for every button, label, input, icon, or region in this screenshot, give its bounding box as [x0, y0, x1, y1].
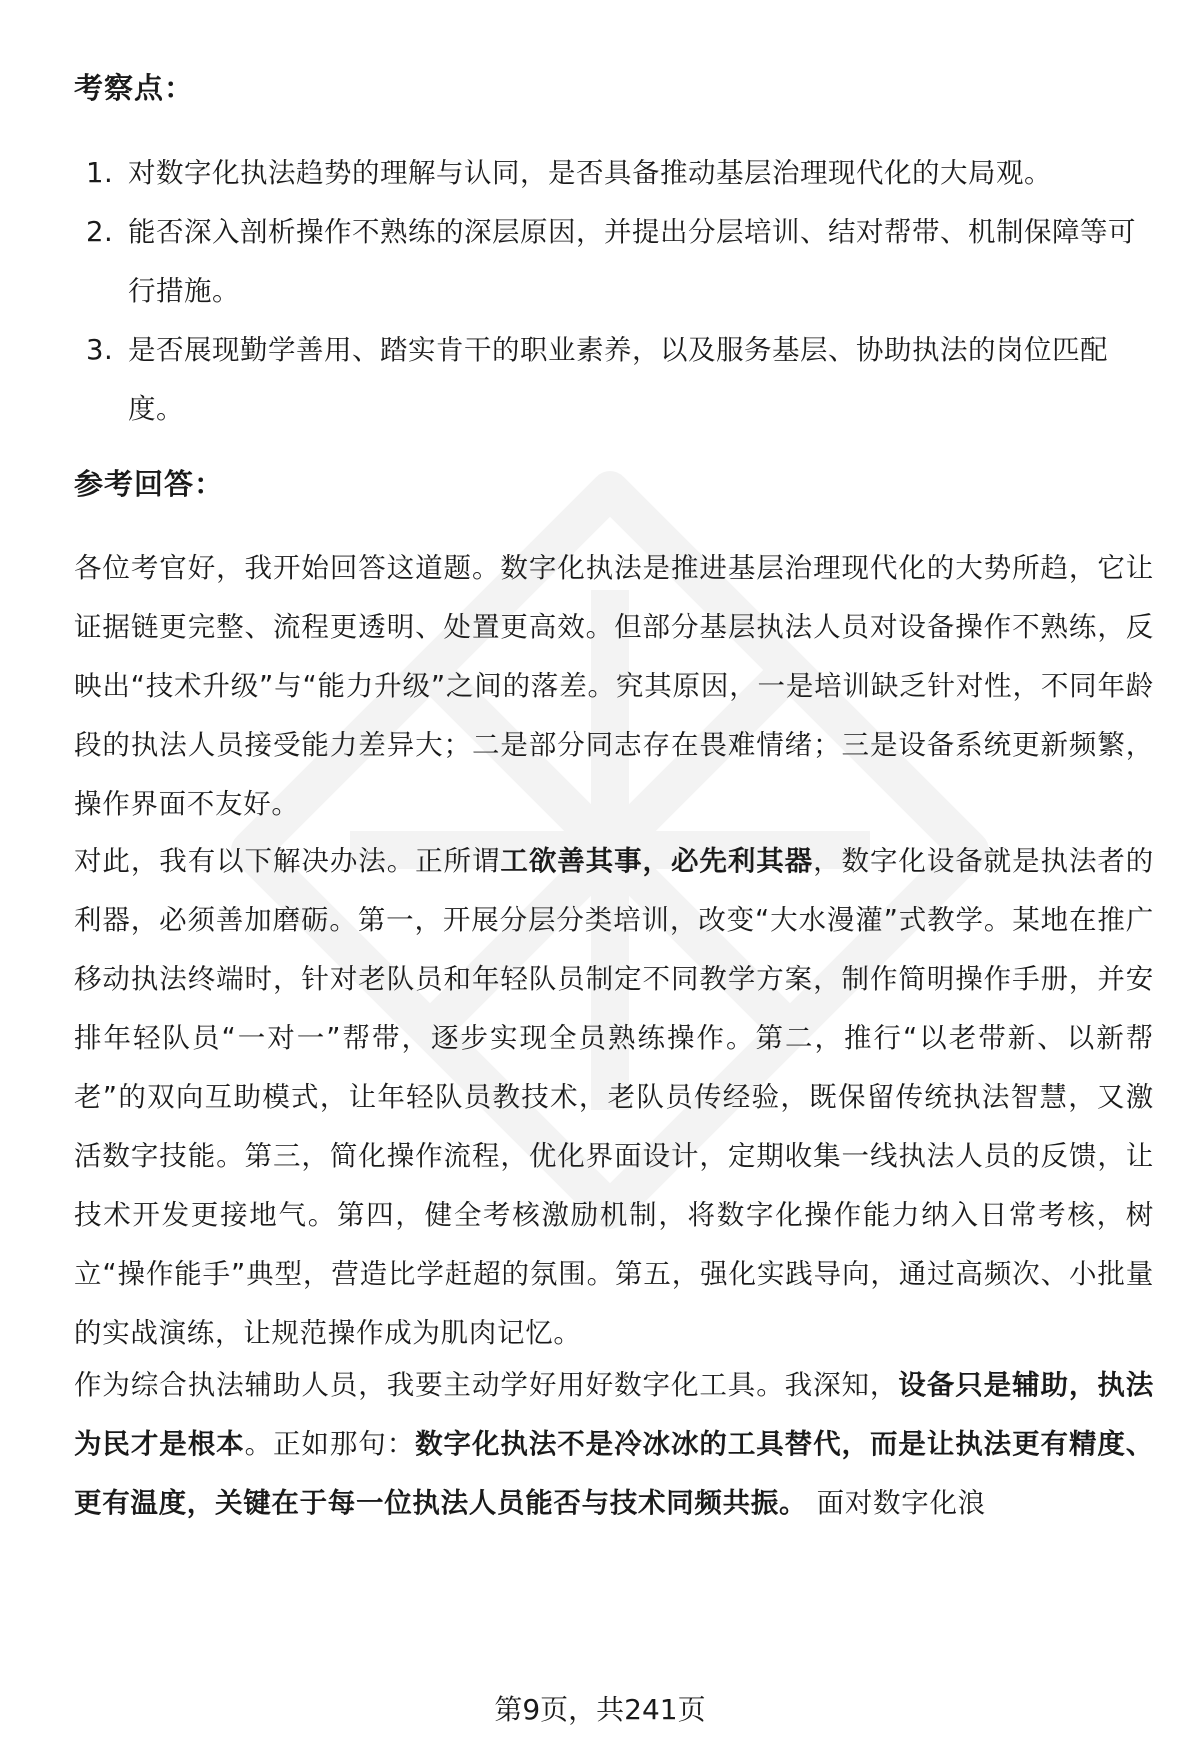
list-item [74, 144, 1154, 203]
bold-text: 工欲善其事，必先利其器 [500, 845, 814, 877]
points-heading: 考察点： [74, 71, 195, 105]
page-footer: 第9页，共241页 [494, 1693, 706, 1726]
text-run: 。正如那句： [244, 1428, 416, 1460]
list-item-number: 2. [86, 216, 114, 248]
bold-text: 设备只是辅助，执法为民才是根本 [74, 1369, 1154, 1460]
list-item [74, 321, 1154, 439]
list-item-number: 1. [86, 157, 114, 189]
list-item-text: 能否深入剖析操作不熟练的深层原因，并提出分层培训、结对帮带、机制保障等可行措施。 [128, 216, 1136, 307]
text-run: 各位考官好，我开始回答这道题。数字化执法是推进基层治理现代化的大势所趋，它让证据链更完整、流程更透明、处置更高效。但部分基层执法人员对设备操作不熟练，反映出“技术升级”与“能力升级”之间的落差。究其原因，一是培训缺乏针对性，不同年龄段的执法人员接受能力差异大；二是部分同志存在畏难情绪；三是设备系统更新频繁，操作界面不友好。 [74, 552, 1154, 820]
text-run: 面对数字化浪 [807, 1487, 986, 1519]
text-run: 对此，我有以下解决办法。正所谓 [74, 845, 501, 877]
answer-paragraph-1 [74, 539, 1154, 834]
bold-text: 数字化执法不是冷冰冰的工具替代，而是让执法更有精度、更有温度，关键在于每一位执法人员能否与技术同频共振。 [74, 1428, 1154, 1519]
answer-paragraph-2 [74, 832, 1154, 1363]
points-list [74, 144, 1154, 439]
answer-heading: 参考回答： [74, 467, 225, 501]
text-run: 作为综合执法辅助人员，我要主动学好用好数字化工具。我深知， [74, 1369, 899, 1401]
list-item-text: 是否展现勤学善用、踏实肯干的职业素养，以及服务基层、协助执法的岗位匹配度。 [128, 334, 1108, 425]
text-run: ，数字化设备就是执法者的利器，必须善加磨砺。第一，开展分层分类培训，改变“大水漫灌”式教学。某地在推广移动执法终端时，针对老队员和年轻队员制定不同教学方案，制作简明操作手册，并安排年轻队员“一对一”帮带，逐步实现全员熟练操作。第二，推行“以老带新、以新帮老”的双向互助模式，让年轻队员教技术，老队员传经验，既保留传统执法智慧，又激活数字技能。第三，简化操作流程，优化界面设计，定期收集一线执法人员的反馈，让技术开发更接地气。第四，健全考核激励机制，将数字化操作能力纳入日常考核，树立“操作能手”典型，营造比学赶超的氛围。第五，强化实践导向，通过高频次、小批量的实战演练，让规范操作成为肌肉记忆。 [74, 845, 1155, 1349]
list-item [74, 203, 1154, 321]
list-item-text: 对数字化执法趋势的理解与认同，是否具备推动基层治理现代化的大局观。 [128, 157, 1052, 189]
list-item-number: 3. [86, 334, 114, 366]
answer-paragraph-3 [74, 1356, 1154, 1533]
